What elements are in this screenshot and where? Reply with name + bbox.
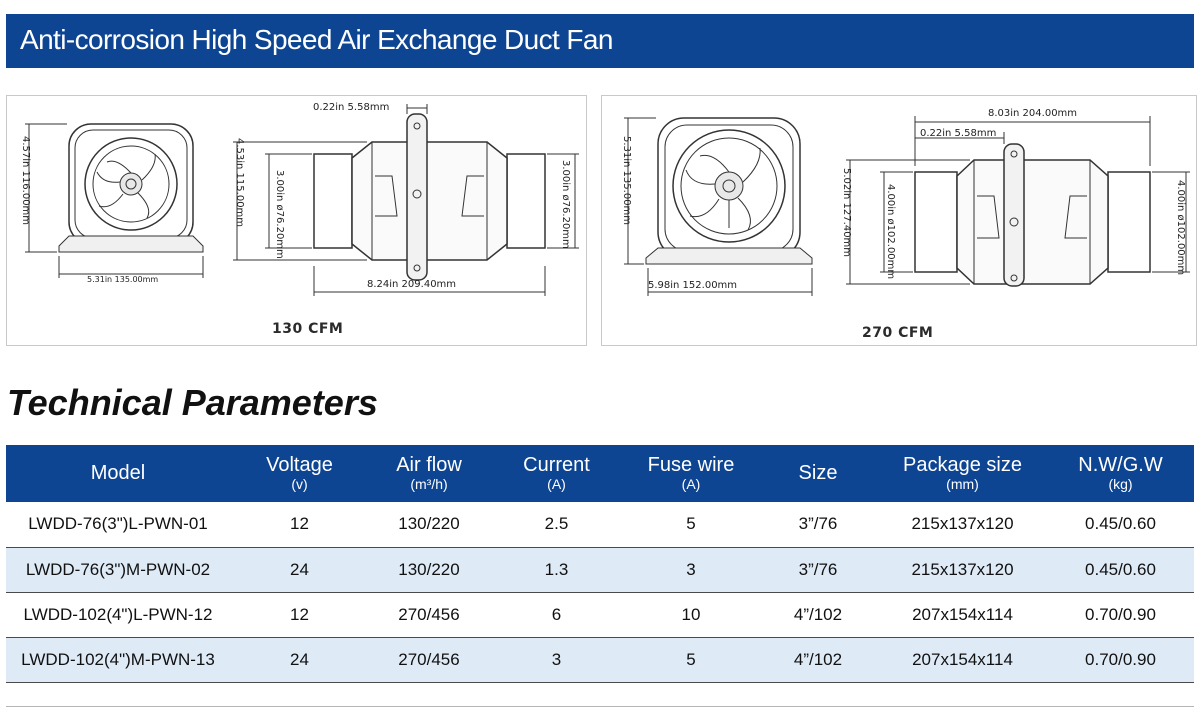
table-row <box>6 592 1194 637</box>
dim-inlet-diameter: 3.00in ø76.20mm <box>274 170 285 259</box>
cell-package-size: 207x154x114 <box>878 592 1047 637</box>
header-voltage: Voltage (v) <box>266 454 333 492</box>
cell-weight: 0.70/0.90 <box>1047 637 1194 682</box>
cell-package-size: 215x137x120 <box>878 502 1047 547</box>
title-banner <box>6 14 1194 68</box>
table-row <box>6 547 1194 592</box>
dim-side-height: 4.53in 115.00mm <box>234 138 245 228</box>
parameters-table-wrapper <box>6 445 1194 707</box>
cell-package-size: 215x137x120 <box>878 547 1047 592</box>
dim-side-height: 5.02in 127.40mm <box>841 168 852 258</box>
section-title: Technical Parameters <box>7 382 378 423</box>
header-model: Model <box>90 462 146 484</box>
header-package-size: Package size (mm) <box>903 454 1022 492</box>
side-view-inlet <box>314 154 352 248</box>
header-fuse-wire: Fuse wire (A) <box>647 454 735 492</box>
cell-size: 4”/102 <box>758 592 878 637</box>
cell-weight: 0.45/0.60 <box>1047 547 1194 592</box>
cell-model: LWDD-76(3")L-PWN-01 <box>6 502 230 547</box>
dim-outlet-diameter: 4.00in ø102.00mm <box>1175 180 1186 276</box>
dim-mount-offset: 0.22in 5.58mm <box>313 102 390 113</box>
drawing-panel-130cfm <box>6 95 587 346</box>
cfm-label: 270 CFM <box>862 325 934 341</box>
fan-drawing-270cfm <box>602 96 1196 345</box>
cell-voltage: 24 <box>230 637 369 682</box>
table-row <box>6 637 1194 682</box>
table-row <box>6 502 1194 547</box>
dim-front-width: 5.31in 135.00mm <box>87 275 159 284</box>
cell-model: LWDD-76(3")M-PWN-02 <box>6 547 230 592</box>
side-view-outlet <box>1108 172 1150 272</box>
header-current: Current (A) <box>523 454 590 492</box>
dim-front-width: 5.98in 152.00mm <box>648 280 738 291</box>
cell-fuse-wire: 5 <box>624 502 758 547</box>
cell-size: 4”/102 <box>758 637 878 682</box>
dim-outlet-diameter: 3.00in ø76.20mm <box>560 160 571 249</box>
cell-size: 3”/76 <box>758 547 878 592</box>
fan-drawing-130cfm <box>7 96 586 345</box>
cell-fuse-wire: 10 <box>624 592 758 637</box>
page-title: Anti-corrosion High Speed Air Exchange Duct Fan <box>20 24 613 55</box>
cell-air-flow: 130/220 <box>369 547 489 592</box>
cell-size: 3”/76 <box>758 502 878 547</box>
cell-current: 1.3 <box>489 547 624 592</box>
dim-length: 8.24in 209.40mm <box>367 279 457 290</box>
cfm-label: 130 CFM <box>272 321 344 337</box>
table-header-row <box>6 445 1194 502</box>
cell-current: 2.5 <box>489 502 624 547</box>
dim-mount-offset: 0.22in 5.58mm <box>920 128 997 139</box>
cell-weight: 0.70/0.90 <box>1047 592 1194 637</box>
header-air-flow: Air flow (m³/h) <box>396 454 462 492</box>
side-view-outlet <box>507 154 545 248</box>
parameters-table <box>6 445 1194 707</box>
cell-voltage: 12 <box>230 502 369 547</box>
cell-model: LWDD-102(4")L-PWN-12 <box>6 592 230 637</box>
cell-voltage: 24 <box>230 547 369 592</box>
cell-air-flow: 270/456 <box>369 592 489 637</box>
cell-voltage: 12 <box>230 592 369 637</box>
header-size: Size <box>798 462 838 484</box>
cell-current: 6 <box>489 592 624 637</box>
dim-front-height: 5.31in 135.00mm <box>621 136 632 226</box>
dim-inlet-diameter: 4.00in ø102.00mm <box>885 184 896 280</box>
dim-front-height: 4.57in 116.00mm <box>20 136 31 226</box>
header-weight: N.W/G.W (kg) <box>1078 454 1163 492</box>
cell-current: 3 <box>489 637 624 682</box>
cell-fuse-wire: 3 <box>624 547 758 592</box>
side-view-inlet <box>915 172 957 272</box>
cell-air-flow: 270/456 <box>369 637 489 682</box>
cell-fuse-wire: 5 <box>624 637 758 682</box>
drawing-panel-270cfm <box>601 95 1197 346</box>
dim-length: 8.03in 204.00mm <box>988 108 1078 119</box>
cell-model: LWDD-102(4")M-PWN-13 <box>6 637 230 682</box>
cell-package-size: 207x154x114 <box>878 637 1047 682</box>
table-empty-row <box>6 682 1194 706</box>
cell-air-flow: 130/220 <box>369 502 489 547</box>
cell-weight: 0.45/0.60 <box>1047 502 1194 547</box>
